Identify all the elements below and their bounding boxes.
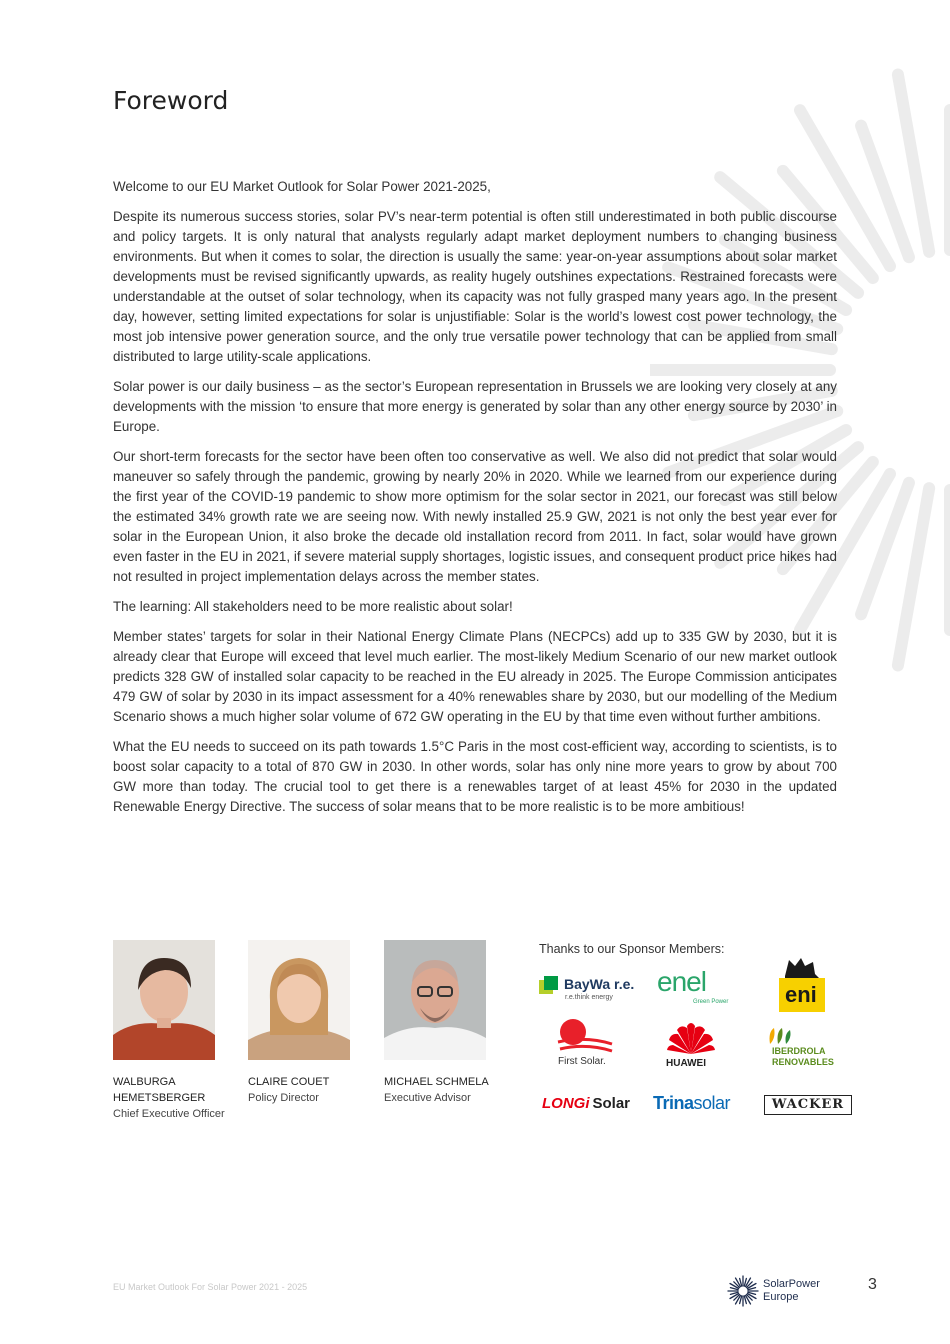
iberdrola-name: IBERDROLA — [772, 1046, 826, 1056]
brand-line2: Europe — [763, 1291, 799, 1303]
paragraph-learning: The learning: All stakeholders need to be more realistic about solar! — [113, 599, 513, 614]
longi-name: LONGi — [542, 1095, 590, 1112]
portrait-photo — [248, 940, 350, 1060]
page-number: 3 — [868, 1276, 877, 1293]
first-solar-name: First Solar. — [558, 1056, 606, 1067]
first-solar-logo — [556, 1018, 618, 1070]
paragraph: Solar power is our daily business – as the sector’s European representation in Brussels we are looking very closely at any developments with the mission ‘to ensure that more energy is generated by solar than any other energy source by 2030’ in Europe. — [113, 379, 837, 434]
trina-logo — [653, 1093, 743, 1117]
trina-name: Trina — [653, 1093, 694, 1113]
person-card — [248, 940, 378, 1106]
enel-name: enel — [657, 966, 706, 997]
person-name: WALBURGA — [113, 1076, 176, 1088]
baywa-tagline: r.e.think energy — [565, 994, 613, 1001]
portrait-photo — [384, 940, 486, 1060]
portrait-photo — [113, 940, 215, 1060]
foreword-body — [113, 177, 837, 827]
sunburst-logo-icon — [727, 1275, 759, 1307]
paragraph: Member states’ targets for solar in their National Energy Climate Plans (NECPCs) add up to 335 GW by 2030, but it is already clear that Europe will exceed that level much earlier. The most-likely Medium Scenario of our new market outlook predicts 328 GW of installed solar capacity to be reached in the EU already in 2025. The Europe Commission anticipates 479 GW of solar by 2030 in its impact assessment for a 40% renewables share by 2030, but our modelling of the Medium Scenario shows a much higher solar volume of 672 GW operating in the EU by that time even without further ambitions. — [113, 629, 837, 724]
trina-solar: solar — [693, 1093, 731, 1113]
paragraph: What the EU needs to succeed on its path towards 1.5°C Paris in the most cost-efficient way, according to scientists, is to boost solar capacity to a total of 870 GW in 2030. In other words, solar has only nine more years to grow by about 700 GW more than today. The crucial tool to get there is a renewables target of at least 45% for 2030 in the updated Renewable Energy Directive. The success of solar means that to be more realistic is to be more ambitious! — [113, 739, 837, 814]
baywa-logo — [539, 974, 649, 1006]
person-name: CLAIRE COUET — [248, 1076, 330, 1088]
huawei-name: HUAWEI — [666, 1058, 706, 1069]
longi-solar: Solar — [592, 1095, 631, 1112]
paragraph-greeting: Welcome to our EU Market Outlook for Solar Power 2021-2025, — [113, 179, 491, 194]
longi-logo — [542, 1095, 632, 1117]
baywa-name: BayWa r.e. — [564, 976, 635, 992]
sponsor-title: Thanks to our Sponsor Members: — [539, 942, 725, 956]
solarpower-europe-logo — [727, 1273, 837, 1309]
person-role: Chief Executive Officer — [113, 1108, 225, 1120]
eni-name: eni — [785, 982, 817, 1007]
iberdrola-logo — [766, 1026, 846, 1070]
enel-tagline: Green Power — [693, 999, 729, 1005]
page-title: Foreword — [113, 86, 229, 115]
eni-logo — [779, 956, 825, 1012]
paragraph: Our short-term forecasts for the sector have been often too conservative as well. We also did not predict that solar would maneuver so safely through the pandemic, growing by nearly 20% in 2020. While we learned from our experience during the first year of the COVID-19 pandemic to show more optimism for the solar sector in 2021, our forecast was still below the estimated 34% growth rate we are seeing now. With newly installed 25.9 GW, 2021 is not only the best year ever for solar in the European Union, it also broke the decade old installation record from 2011. In fact, solar would have grown even faster in the EU in 2021, if severe material supply shortages, logistic issues, and consequent product price hikes had not resulted in project implementation delays across the member states. — [113, 449, 837, 584]
person-role: Executive Advisor — [384, 1092, 471, 1104]
person-card — [113, 940, 243, 1122]
person-name: MICHAEL SCHMELA — [384, 1076, 489, 1088]
iberdrola-leaves-icon — [766, 1026, 796, 1046]
wacker-name: WACKER — [771, 1097, 845, 1112]
brand-line1: SolarPower — [763, 1278, 820, 1290]
baywa-mark-icon — [539, 976, 559, 996]
wacker-logo — [764, 1095, 852, 1115]
paragraph: Despite its numerous success stories, solar PV’s near-term potential is often still underestimated in both public discourse and policy targets. It is only natural that analysts regularly adapt market deployment numbers to changing business environments. But when it comes to solar, the direction is usually the same: year-on-year assumptions about solar market developments must be revised significantly upwards, as reality hugely outshines expectations. Restrained forecasts were understandable at the outset of solar technology, when its capacity was not fully grasped many years ago. In the present day, however, setting limited expectations for solar is unjustifiable: Solar is the world’s lowest cost power technology, the most job intensive power generation source, and the only true versatile power technology that can be applied from small distributed to large utility-scale applications. — [113, 209, 837, 364]
person-card — [384, 940, 514, 1106]
huawei-logo — [665, 1020, 717, 1072]
enel-logo — [657, 966, 737, 1008]
iberdrola-subname: RENOVABLES — [772, 1057, 834, 1067]
person-role: Policy Director — [248, 1092, 319, 1104]
person-name-line2: HEMETSBERGER — [113, 1092, 206, 1104]
footer-report-title: EU Market Outlook For Solar Power 2021 - 2025 — [113, 1282, 308, 1292]
first-solar-sun-icon — [556, 1018, 618, 1056]
huawei-petals-icon — [665, 1020, 717, 1056]
